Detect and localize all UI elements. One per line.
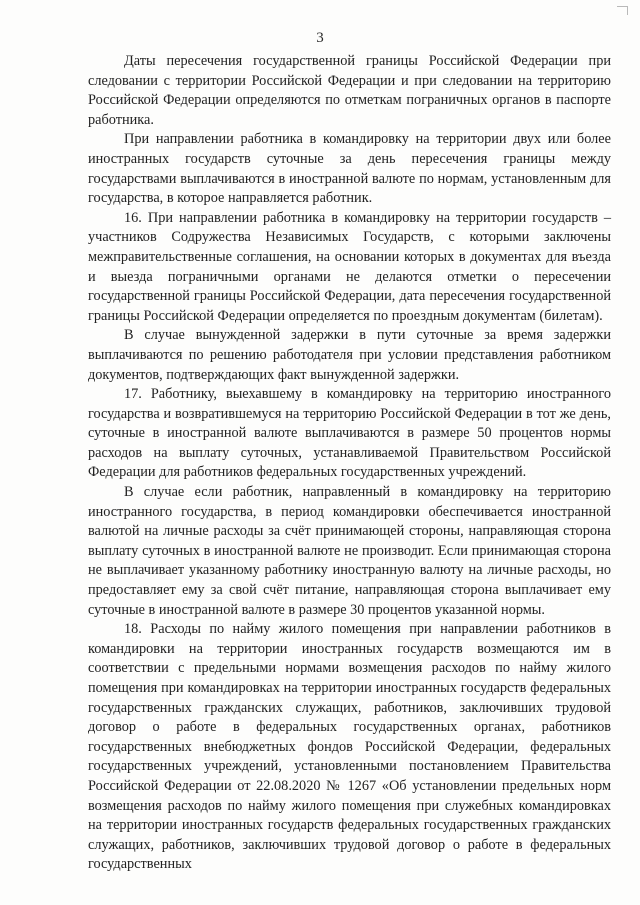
paragraph-clause-16: 16. При направлении работника в командировку на территории государств – участников Содружества Независимых Государств, с которыми заключены межправительственные соглашения, на основании которых в документах для въезда и выезда пограничными органами не делаются отметки о пересечении государственной границы Российской Федерации, дата пересечения государственной границы Российской Федерации определяется по проездным документам (билетам). bbox=[88, 209, 611, 324]
paragraph-border-crossing-dates: Даты пересечения государственной границы Российской Федерации при следовании с территории Российской Федерации и при следовании на территорию Российской Федерации определяются по отметкам пограничных органов в паспорте работника. bbox=[88, 53, 611, 128]
paragraph-clause-17: 17. Работнику, выехавшему в командировку на территорию иностранного государства и возвратившемуся на территорию Российской Федерации в тот же день, суточные в иностранной валюте выплачиваются в размере 50 процентов нормы расходов на выплату суточных, устанавливаемой Правительством Российской Федерации для работников федеральных государственных учреждений. bbox=[88, 386, 611, 481]
paragraph-host-currency: В случае если работник, направленный в командировку на территорию иностранного государства, в период командировки обеспечивается иностранной валютой на личные расходы за счёт принимающей стороны, направляющая сторона выплату суточных в иностранной валюте не производит. Если принимающая сторона не выплачивает указанному работнику иностранную валюту на личные расходы, но предоставляет ему за свой счёт питание, направляющая сторона выплачивает ему суточные в иностранной валюте в размере 30 процентов указанной нормы. bbox=[88, 484, 611, 618]
paragraph-multiple-states: При направлении работника в командировку на территории двух или более иностранных государств суточные за день пересечения границы между государствами выплачиваются в иностранной валюте по нормам, установленным для государства, в которое направляется работник. bbox=[88, 131, 611, 207]
page-number: 3 bbox=[316, 30, 324, 46]
document-body bbox=[88, 52, 611, 875]
corner-scan-mark bbox=[617, 6, 628, 15]
paragraph-forced-delay: В случае вынужденной задержки в пути суточные за время задержки выплачиваются по решению работодателя при условии представления работником документов, подтверждающих факт вынужденной задержки. bbox=[88, 327, 611, 383]
paragraph-clause-18: 18. Расходы по найму жилого помещения при направлении работников в командировки на территории иностранных государств возмещаются им в соответствии с предельными нормами возмещения расходов по найму жилого помещения при командировках на территории иностранных государств федеральных государственных гражданских служащих, работников, заключивших трудовой договор о работе в федеральных государственных органах, работников государственных внебюджетных фондов Российской Федерации, федеральных государственных учреждений, установленными постановлением Правительства Российской Федерации от 22.08.2020 № 1267 «Об установлении предельных норм возмещения расходов по найму жилого помещения при служебных командировках на территории иностранных государств федеральных государственных гражданских служащих, работников, заключивших трудовой договор о работе в федеральных государственных bbox=[88, 621, 611, 873]
